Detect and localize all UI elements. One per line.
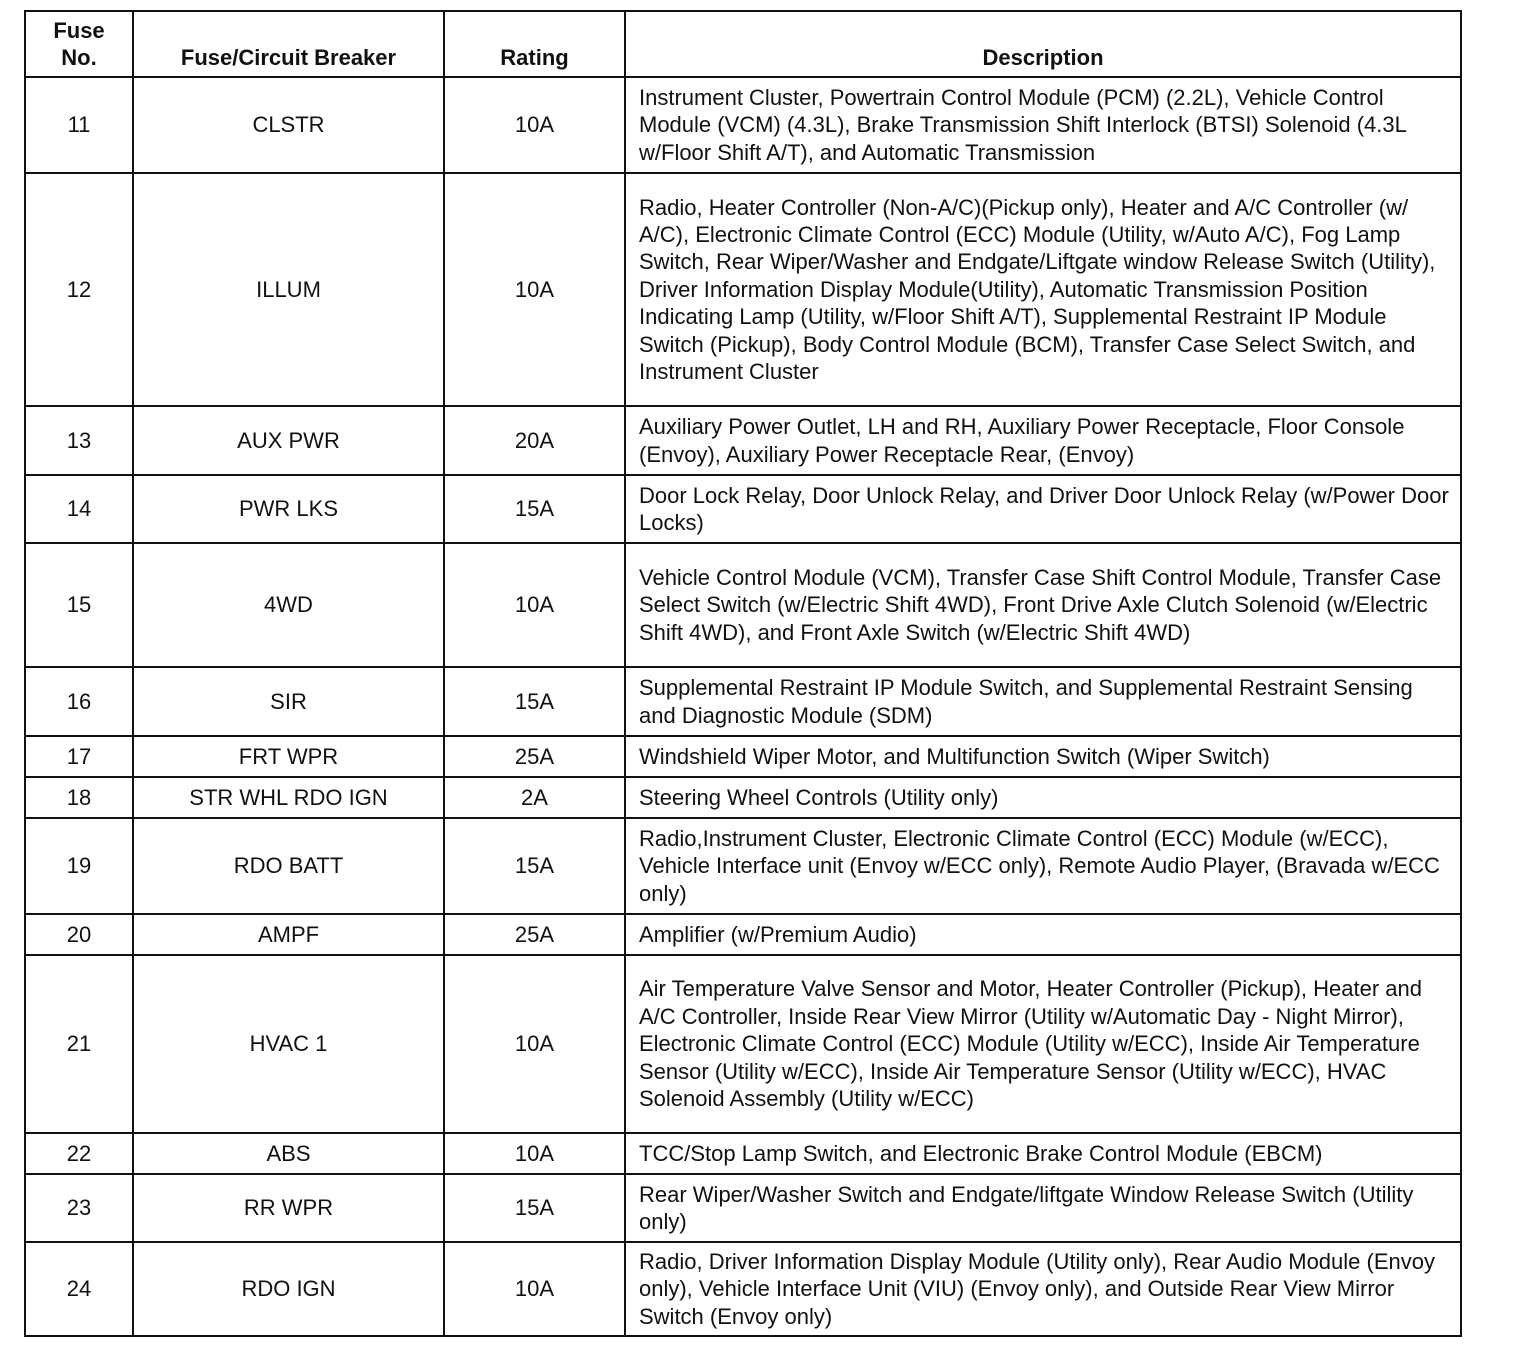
table-row <box>25 77 1461 173</box>
circuit-name-cell: RR WPR <box>133 1174 444 1242</box>
rating-cell: 25A <box>444 914 625 955</box>
circuit-name-cell: ILLUM <box>133 173 444 406</box>
description-cell: Steering Wheel Controls (Utility only) <box>625 777 1461 818</box>
description-cell: Windshield Wiper Motor, and Multifunction Switch (Wiper Switch) <box>625 736 1461 777</box>
rating-cell: 10A <box>444 955 625 1133</box>
rating-cell: 15A <box>444 475 625 543</box>
header-fuse-no-line2: No. <box>61 45 97 70</box>
fuse-number-cell: 23 <box>25 1174 133 1242</box>
table-row <box>25 1133 1461 1174</box>
fuse-number-cell: 17 <box>25 736 133 777</box>
circuit-name-cell: ABS <box>133 1133 444 1174</box>
fuse-table <box>24 10 1462 1337</box>
table-row <box>25 1242 1461 1336</box>
circuit-name-cell: AUX PWR <box>133 406 444 475</box>
fuse-table-body <box>25 77 1461 1336</box>
table-row <box>25 667 1461 736</box>
circuit-name-cell: STR WHL RDO IGN <box>133 777 444 818</box>
rating-cell: 10A <box>444 173 625 406</box>
rating-cell: 15A <box>444 667 625 736</box>
circuit-name-cell: FRT WPR <box>133 736 444 777</box>
header-fuse-no <box>25 11 133 77</box>
table-row <box>25 1174 1461 1242</box>
rating-cell: 10A <box>444 77 625 173</box>
fuse-number-cell: 20 <box>25 914 133 955</box>
circuit-name-cell: CLSTR <box>133 77 444 173</box>
fuse-number-cell: 18 <box>25 777 133 818</box>
header-fuse-no-line1: Fuse <box>53 18 105 43</box>
circuit-name-cell: SIR <box>133 667 444 736</box>
rating-cell: 10A <box>444 1242 625 1336</box>
fuse-number-cell: 22 <box>25 1133 133 1174</box>
fuse-number-cell: 12 <box>25 173 133 406</box>
rating-cell: 15A <box>444 818 625 914</box>
description-cell: Air Temperature Valve Sensor and Motor, Heater Controller (Pickup), Heater and A/C Controller, Inside Rear View Mirror (Utility w/Automatic Day - Night Mirror), Electronic Climate Control (ECC) Module (Utility w/ECC), Inside Air Temperature Sensor (Utility w/ECC), Inside Air Temperature Sensor (Utility w/ECC), HVAC Solenoid Assembly (Utility w/ECC) <box>625 955 1461 1133</box>
table-row <box>25 818 1461 914</box>
circuit-name-cell: RDO BATT <box>133 818 444 914</box>
fuse-number-cell: 13 <box>25 406 133 475</box>
description-cell: Rear Wiper/Washer Switch and Endgate/liftgate Window Release Switch (Utility only) <box>625 1174 1461 1242</box>
header-row <box>25 11 1461 77</box>
header-breaker: Fuse/Circuit Breaker <box>133 11 444 77</box>
rating-cell: 10A <box>444 543 625 667</box>
description-cell: Amplifier (w/Premium Audio) <box>625 914 1461 955</box>
table-row <box>25 777 1461 818</box>
table-row <box>25 173 1461 406</box>
table-row <box>25 955 1461 1133</box>
table-row <box>25 475 1461 543</box>
circuit-name-cell: 4WD <box>133 543 444 667</box>
header-rating: Rating <box>444 11 625 77</box>
table-row <box>25 406 1461 475</box>
rating-cell: 20A <box>444 406 625 475</box>
description-cell: Radio, Heater Controller (Non-A/C)(Pickup only), Heater and A/C Controller (w/ A/C), Electronic Climate Control (ECC) Module (Utility, w/Auto A/C), Fog Lamp Switch, Rear Wiper/Washer and Endgate/Liftgate window Release Switch (Utility), Driver Information Display Module(Utility), Automatic Transmission Position Indicating Lamp (Utility, w/Floor Shift A/T), Supplemental Restraint IP Module Switch (Pickup), Body Control Module (BCM), Transfer Case Select Switch, and Instrument Cluster <box>625 173 1461 406</box>
rating-cell: 2A <box>444 777 625 818</box>
description-cell: TCC/Stop Lamp Switch, and Electronic Brake Control Module (EBCM) <box>625 1133 1461 1174</box>
fuse-number-cell: 14 <box>25 475 133 543</box>
rating-cell: 15A <box>444 1174 625 1242</box>
fuse-number-cell: 11 <box>25 77 133 173</box>
description-cell: Supplemental Restraint IP Module Switch, and Supplemental Restraint Sensing and Diagnostic Module (SDM) <box>625 667 1461 736</box>
description-cell: Auxiliary Power Outlet, LH and RH, Auxiliary Power Receptacle, Floor Console (Envoy), Auxiliary Power Receptacle Rear, (Envoy) <box>625 406 1461 475</box>
rating-cell: 10A <box>444 1133 625 1174</box>
fuse-number-cell: 24 <box>25 1242 133 1336</box>
table-row <box>25 736 1461 777</box>
description-cell: Radio,Instrument Cluster, Electronic Climate Control (ECC) Module (w/ECC), Vehicle Interface unit (Envoy w/ECC only), Remote Audio Player, (Bravada w/ECC only) <box>625 818 1461 914</box>
description-cell: Vehicle Control Module (VCM), Transfer Case Shift Control Module, Transfer Case Select Switch (w/Electric Shift 4WD), Front Drive Axle Clutch Solenoid (w/Electric Shift 4WD), and Front Axle Switch (w/Electric Shift 4WD) <box>625 543 1461 667</box>
circuit-name-cell: RDO IGN <box>133 1242 444 1336</box>
table-row <box>25 543 1461 667</box>
fuse-number-cell: 21 <box>25 955 133 1133</box>
description-cell: Door Lock Relay, Door Unlock Relay, and Driver Door Unlock Relay (w/Power Door Locks) <box>625 475 1461 543</box>
rating-cell: 25A <box>444 736 625 777</box>
description-cell: Instrument Cluster, Powertrain Control Module (PCM) (2.2L), Vehicle Control Module (VCM) (4.3L), Brake Transmission Shift Interlock (BTSI) Solenoid (4.3L w/Floor Shift A/T), and Automatic Transmission <box>625 77 1461 173</box>
fuse-number-cell: 15 <box>25 543 133 667</box>
table-row <box>25 914 1461 955</box>
fuse-number-cell: 16 <box>25 667 133 736</box>
circuit-name-cell: HVAC 1 <box>133 955 444 1133</box>
fuse-number-cell: 19 <box>25 818 133 914</box>
header-description: Description <box>625 11 1461 77</box>
circuit-name-cell: PWR LKS <box>133 475 444 543</box>
description-cell: Radio, Driver Information Display Module (Utility only), Rear Audio Module (Envoy only), Vehicle Interface Unit (VIU) (Envoy only), and Outside Rear View Mirror Switch (Envoy only) <box>625 1242 1461 1336</box>
circuit-name-cell: AMPF <box>133 914 444 955</box>
